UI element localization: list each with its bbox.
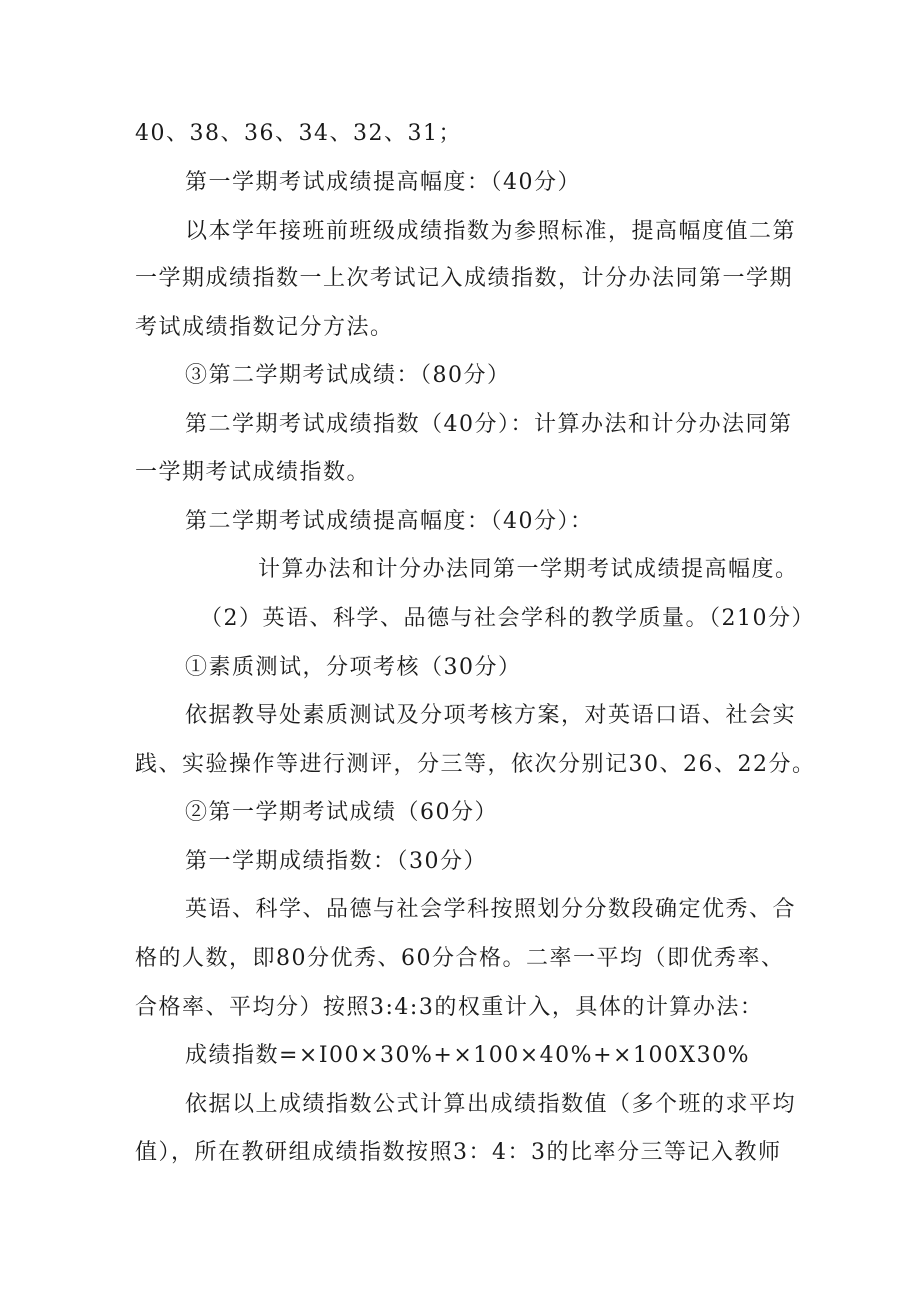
text-line: 依据以上成绩指数公式计算出成绩指数值（多个班的求平均 <box>185 1092 797 1117</box>
section-heading: ①素质测试，分项考核（30分） <box>185 655 522 680</box>
text-line: 计算办法和计分办法同第一学期考试成绩提高幅度。 <box>258 557 799 582</box>
section-heading: ②第一学期考试成绩（60分） <box>185 800 498 825</box>
text-line: 践、实验操作等进行测评，分三等，依次分别记30、26、22分。 <box>135 752 816 777</box>
text-line: 第二学期考试成绩指数（40分）：计算办法和计分办法同第 <box>185 412 793 437</box>
text-line: 格的人数，即80分优秀、60分合格。二率一平均（即优秀率、 <box>135 946 785 971</box>
text-line: 40、38、36、34、32、31； <box>135 121 462 146</box>
text-line: 依据教导处素质测试及分项考核方案，对英语口语、社会实 <box>185 703 797 728</box>
section-heading: 第一学期考试成绩提高幅度：（40分） <box>185 170 581 195</box>
text-line: 英语、科学、品德与社会学科按照划分分数段确定优秀、合 <box>185 897 797 922</box>
text-line: 一学期成绩指数一上次考试记入成绩指数，计分办法同第一学期 <box>135 266 794 291</box>
text-line: 一学期考试成绩指数。 <box>135 460 371 485</box>
text-line: 值），所在教研组成绩指数按照3：4：3的比率分三等记入教师 <box>135 1140 782 1165</box>
section-heading: （2）英语、科学、品德与社会学科的教学质量。（210分） <box>200 606 815 631</box>
section-heading: 第二学期考试成绩提高幅度：（40分）： <box>185 509 594 534</box>
section-heading: ③第二学期考试成绩：（80分） <box>185 363 511 388</box>
text-line: 考试成绩指数记分方法。 <box>135 315 394 340</box>
section-heading: 第一学期成绩指数：（30分） <box>185 849 487 874</box>
text-line: 以本学年接班前班级成绩指数为参照标准，提高幅度值二第 <box>185 219 797 244</box>
formula-line: 成绩指数=×I00×30%+×100×40%+×100X30% <box>185 1043 750 1068</box>
text-line: 合格率、平均分）按照3:4:3的权重计入，具体的计算办法： <box>135 995 764 1020</box>
